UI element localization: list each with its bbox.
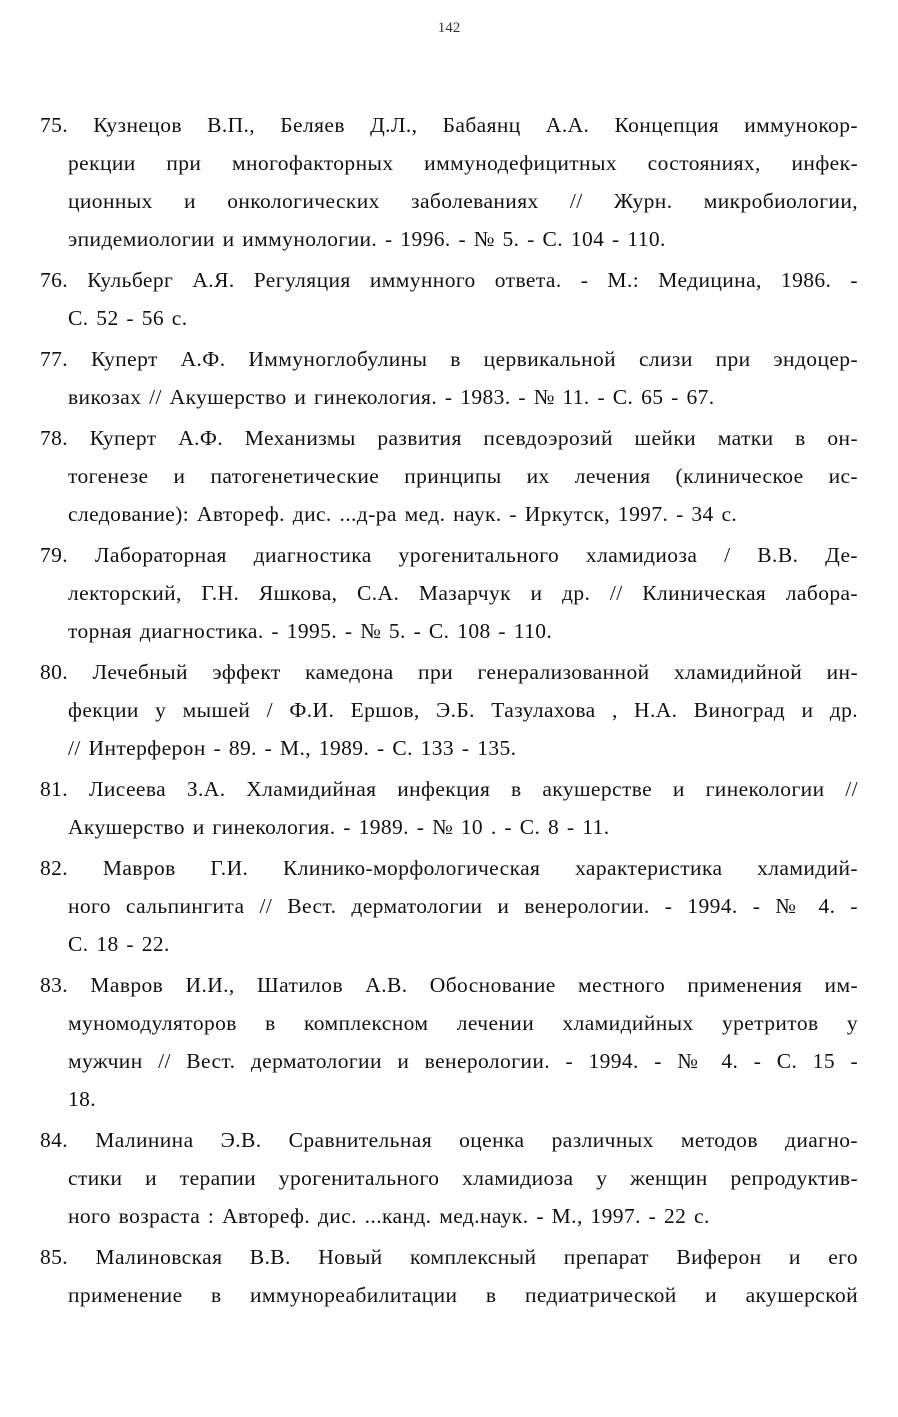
bib-entry-84	[40, 1121, 858, 1235]
bib-line	[40, 261, 858, 299]
bib-entry-79	[40, 536, 858, 650]
bib-entry-82	[40, 849, 858, 963]
bib-entry-number: 83.	[40, 973, 69, 997]
bib-line: С. 52 - 56 с.	[68, 306, 188, 330]
bib-line-text: Лабораторная диагностика урогенитального хламидиоза / В.В. Де-	[94, 543, 858, 567]
bib-line	[40, 653, 858, 691]
bib-line: фекции у мышей / Ф.И. Ершов, Э.Б. Тазулахова , Н.А. Виноград и др.	[68, 698, 858, 722]
bib-line-text: Кузнецов В.П., Беляев Д.Л., Бабаянц А.А. Концепция иммунокор-	[93, 113, 858, 137]
bib-line	[40, 340, 858, 378]
bib-line-text: Малиновская В.В. Новый комплексный препарат Виферон и его	[95, 1245, 858, 1269]
bib-entry-number: 78.	[40, 426, 69, 450]
bib-entry-77	[40, 340, 858, 416]
bib-line: 18.	[68, 1087, 97, 1111]
bib-entry-number: 81.	[40, 777, 69, 801]
bib-entry-number: 85.	[40, 1245, 69, 1269]
bib-entry-number: 76.	[40, 268, 69, 292]
bib-line: С. 18 - 22.	[68, 932, 170, 956]
bib-line: рекции при многофакторных иммунодефицитных состояниях, инфек-	[68, 151, 858, 175]
bib-entry-75	[40, 106, 858, 258]
bib-entry-83	[40, 966, 858, 1118]
bib-line: ного сальпингита // Вест. дерматологии и венерологии. - 1994. - № 4. -	[68, 894, 858, 918]
bib-line: Акушерство и гинекология. - 1989. - № 10 . - С. 8 - 11.	[68, 815, 610, 839]
bib-line: эпидемиологии и иммунологии. - 1996. - № 5. - С. 104 - 110.	[68, 227, 666, 251]
bib-line	[40, 770, 858, 808]
bib-line	[40, 1238, 858, 1276]
bib-line-text: Малинина Э.В. Сравнительная оценка различных методов диагно-	[95, 1128, 858, 1152]
bib-entry-number: 79.	[40, 543, 69, 567]
bib-line-text: Мавров И.И., Шатилов А.В. Обоснование местного применения им-	[90, 973, 859, 997]
bib-line: применение в иммунореабилитации в педиатрической и акушерской	[68, 1283, 858, 1307]
bib-line: ного возраста : Автореф. дис. ...канд. мед.наук. - М., 1997. - 22 с.	[68, 1204, 710, 1228]
bib-entry-number: 82.	[40, 856, 69, 880]
bib-line: стики и терапии урогенитального хламидиоза у женщин репродуктив-	[68, 1166, 858, 1190]
bib-entry-81	[40, 770, 858, 846]
bib-line	[40, 419, 858, 457]
bib-line: тогенезе и патогенетические принципы их лечения (клиническое ис-	[68, 464, 858, 488]
bib-entry-number: 75.	[40, 113, 69, 137]
bib-entry-number: 80.	[40, 660, 69, 684]
bib-line	[40, 966, 858, 1004]
bib-line-text: Куперт А.Ф. Иммуноглобулины в цервикальной слизи при эндоцер-	[90, 347, 859, 371]
bib-line	[40, 849, 858, 887]
bib-line: ционных и онкологических заболеваниях // Журн. микробиологии,	[68, 189, 858, 213]
bib-entry-80	[40, 653, 858, 767]
bib-line-text: Куперт А.Ф. Механизмы развития псевдоэрозий шейки матки в он-	[89, 426, 859, 450]
bib-line	[40, 106, 858, 144]
bibliography-list	[40, 106, 858, 1317]
bib-line: мужчин // Вест. дерматологии и венерологии. - 1994. - № 4. - С. 15 -	[68, 1049, 858, 1073]
bib-line	[40, 536, 858, 574]
bib-entry-85	[40, 1238, 858, 1314]
bib-line: лекторский, Г.Н. Яшкова, С.А. Мазарчук и др. // Клиническая лабора-	[68, 581, 858, 605]
bib-line	[40, 1121, 858, 1159]
bib-entry-78	[40, 419, 858, 533]
bib-line-text: Кульберг А.Я. Регуляция иммунного ответа. - М.: Медицина, 1986. -	[87, 268, 858, 292]
bib-line: торная диагностика. - 1995. - № 5. - С. 108 - 110.	[68, 619, 553, 643]
bib-line-text: Мавров Г.И. Клинико-морфологическая характеристика хламидий-	[102, 856, 858, 880]
bib-entry-number: 84.	[40, 1128, 69, 1152]
bib-entry-76	[40, 261, 858, 337]
bib-entry-number: 77.	[40, 347, 69, 371]
bib-line: викозах // Акушерство и гинекология. - 1983. - № 11. - С. 65 - 67.	[68, 385, 715, 409]
bib-line: муномодуляторов в комплексном лечении хламидийных уретритов у	[68, 1011, 858, 1035]
bib-line: // Интерферон - 89. - М., 1989. - С. 133 - 135.	[68, 736, 517, 760]
bib-line: следование): Автореф. дис. ...д-ра мед. наук. - Иркутск, 1997. - 34 с.	[68, 502, 738, 526]
bib-line-text: Лечебный эффект камедона при генерализованной хламидийной ин-	[92, 660, 858, 684]
bib-line-text: Лисеева З.А. Хламидийная инфекция в акушерстве и гинекологии //	[88, 777, 858, 801]
page-number: 142	[437, 20, 461, 36]
